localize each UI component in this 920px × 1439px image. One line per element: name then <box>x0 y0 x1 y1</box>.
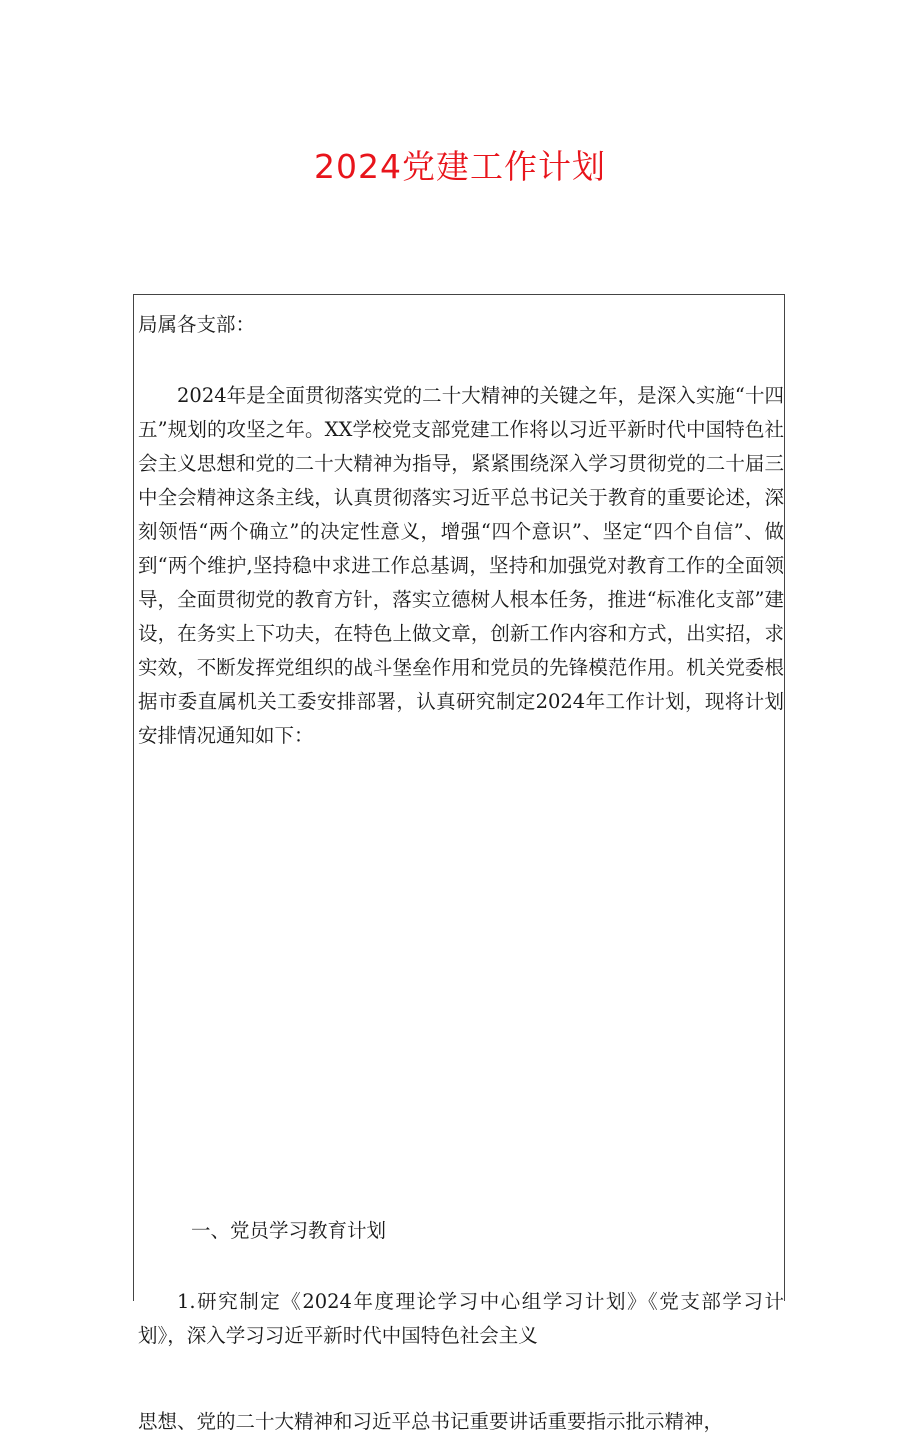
section-heading-1: 一、党员学习教育计划 <box>191 1219 387 1242</box>
item-1-continuation: 思想、党的二十大精神和习近平总书记重要讲话重要指示批示精神， <box>138 1410 724 1433</box>
salutation: 局属各支部： <box>138 313 256 336</box>
document-title: 2024党建工作计划 <box>314 147 606 186</box>
content-box <box>133 294 785 1433</box>
intro-paragraph: 2024年是全面贯彻落实党的二十大精神的关键之年，是深入实施“十四五”规划的攻坚之年。XX学校党支部党建工作将以习近平新时代中国特色社会主义思想和党的二十大精神为指导，紧紧围绕深入学习贯彻党的二十届三中全会精神这条主线，认真贯彻落实习近平总书记关于教育的重要论述，深刻领悟“两个确立”的决定性意义，增强“四个意识”、坚定“四个自信”、做到“两个维护,坚持稳中求进工作总基调，坚持和加强党对教育工作的全面领导，全面贯彻党的教育方针，落实立德树人根本任务，推进“标准化支部”建设，在务实上下功夫，在特色上做文章，创新工作内容和方式，出实招，求实效，不断发挥党组织的战斗堡垒作用和党员的先锋模范作用。机关党委根据市委直属机关工委安排部署，认真研究制定2024年工作计划，现将计划安排情况通知如下： <box>138 384 784 747</box>
item-1-paragraph: 1.研究制定《2024年度理论学习中心组学习计划》《党支部学习计划》，深入学习习近平新时代中国特色社会主义 <box>138 1290 784 1347</box>
